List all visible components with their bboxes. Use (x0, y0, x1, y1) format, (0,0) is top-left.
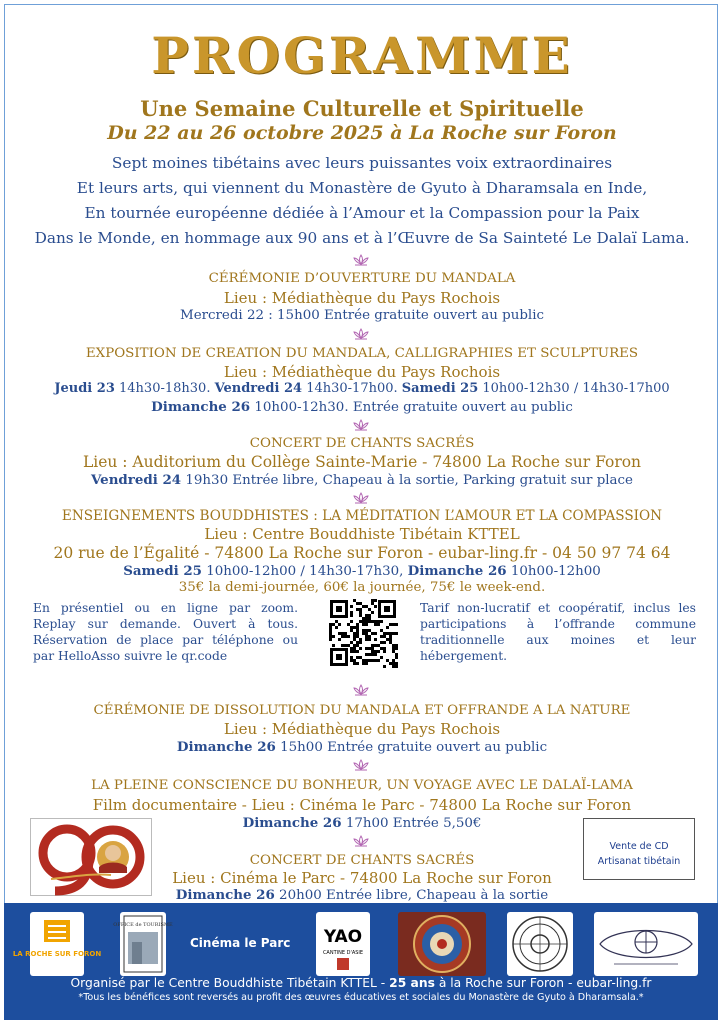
qr-module (392, 659, 395, 662)
yao-logo-subtext: CANTINE D'ASIE (322, 950, 364, 956)
qr-module (338, 623, 341, 626)
qr-module (350, 647, 353, 650)
qr-module (359, 602, 362, 605)
concert1-schedule (8, 471, 716, 490)
qr-module (329, 623, 332, 626)
qr-module (356, 644, 359, 647)
qr-module (356, 656, 359, 659)
intro-line-4: Dans le Monde, en hommage aux 90 ans et à l’Œuvre de Sa Sainteté Le Dalaï Lama. (34, 229, 690, 247)
qr-module (368, 659, 371, 662)
qr-module (386, 638, 389, 641)
qr-module (353, 644, 356, 647)
qr-module (329, 626, 332, 629)
qr-module (380, 620, 383, 623)
qr-module (389, 638, 392, 641)
opening-title: CÉRÉMONIE D’OUVERTURE DU MANDALA (208, 271, 516, 286)
dissolution-schedule (8, 738, 716, 757)
qr-module (392, 623, 395, 626)
qr-module (371, 650, 374, 653)
qr-module (344, 632, 347, 635)
qr-module (380, 635, 383, 638)
qr-module (377, 623, 380, 626)
qr-module (368, 647, 371, 650)
concert1-title: CONCERT DE CHANTS SACRÉS (249, 436, 475, 451)
qr-module (365, 659, 368, 662)
qr-module (395, 665, 398, 668)
qr-module (368, 617, 371, 620)
qr-module (374, 620, 377, 623)
qr-module (350, 620, 353, 623)
qr-module (371, 620, 374, 623)
qr-module (395, 623, 398, 626)
qr-module (392, 650, 395, 653)
dissolution-details: 15h00 Entrée gratuite ouvert au public (275, 740, 548, 755)
qr-module (350, 656, 353, 659)
exhibition-time-1: 14h30-18h30. (114, 381, 215, 396)
qr-module (371, 602, 374, 605)
opening-location: Lieu : Médiathèque du Pays Rochois (223, 289, 501, 307)
qr-module (341, 632, 344, 635)
concert1-details: 19h30 Entrée libre, Chapeau à la sortie, Parking gratuit sur place (181, 473, 633, 488)
mandala-logo (398, 912, 486, 976)
qr-module (350, 650, 353, 653)
qr-module (395, 647, 398, 650)
dissolution-day: Dimanche 26 (176, 739, 276, 755)
qr-module (395, 644, 398, 647)
qr-module (362, 605, 365, 608)
qr-module (356, 623, 359, 626)
qr-module (371, 632, 374, 635)
qr-module (392, 662, 395, 665)
intro-line-2: Et leurs arts, qui viennent du Monastère de Gyuto à Dharamsala en Inde, (76, 179, 648, 197)
qr-module (362, 623, 365, 626)
concert2-location: Lieu : Cinéma le Parc - 74800 La Roche sur Foron (172, 869, 552, 887)
dissolution-location: Lieu : Médiathèque du Pays Rochois (223, 720, 501, 738)
roche-logo-text: LA ROCHE SUR FORON (12, 950, 102, 958)
qr-module (359, 620, 362, 623)
qr-module (365, 635, 368, 638)
concert1-day: Vendredi 24 (91, 472, 182, 488)
qr-module (338, 638, 341, 641)
exhibition-location: Lieu : Médiathèque du Pays Rochois (223, 363, 501, 381)
qr-module (347, 644, 350, 647)
exhibition-time-3: 10h00-12h30 / 14h30-17h00 (478, 381, 670, 396)
qr-module (350, 629, 353, 632)
qr-module (374, 599, 377, 602)
qr-module (335, 626, 338, 629)
qr-module (359, 611, 362, 614)
qr-module (350, 659, 353, 662)
qr-module (395, 653, 398, 656)
qr-module (362, 617, 365, 620)
teachings-title: ENSEIGNEMENTS BOUDDHISTES : LA MÉDITATION L’AMOUR ET LA COMPASSION (61, 508, 663, 524)
qr-module (386, 659, 389, 662)
film-location: Film documentaire - Lieu : Cinéma le Parc - 74800 La Roche sur Foron (92, 796, 632, 814)
exhibition-day-3: Samedi 25 (401, 381, 479, 396)
intro-line-1: Sept moines tibétains avec leurs puissantes voix extraordinaires (111, 154, 613, 172)
roche-logo (12, 912, 102, 976)
footer-organizer-a: Organisé par le Centre Bouddhiste Tibétain KTTEL - (70, 976, 390, 990)
qr-module (362, 659, 365, 662)
qr-module (362, 620, 365, 623)
qr-module (359, 647, 362, 650)
exhibition-title: EXPOSITION DE CREATION DU MANDALA, CALLIGRAPHIES ET SCULPTURES (85, 346, 639, 361)
qr-module (338, 632, 341, 635)
qr-module (389, 635, 392, 638)
qr-module (332, 623, 335, 626)
qr-module (359, 614, 362, 617)
qr-module (356, 632, 359, 635)
qr-module (353, 632, 356, 635)
qr-module (362, 662, 365, 665)
qr-module (359, 641, 362, 644)
qr-module (383, 665, 386, 668)
qr-module (356, 608, 359, 611)
helloasso-qr-code[interactable] (328, 598, 398, 668)
page-title: PROGRAMME (151, 26, 573, 85)
qr-module (380, 641, 383, 644)
qr-module (386, 632, 389, 635)
qr-module (392, 632, 395, 635)
qr-module (368, 629, 371, 632)
qr-module (365, 620, 368, 623)
qr-module (365, 632, 368, 635)
qr-module (371, 611, 374, 614)
teachings-right-text: Tarif non-lucratif et coopératif, inclus les participations à l’offrande commune traditionnelle aux moines et leur hébergement. (420, 601, 696, 663)
film-details: 17h00 Entrée 5,50€ (341, 816, 482, 831)
qr-module (368, 635, 371, 638)
footer-anniversary: 25 ans (389, 976, 435, 990)
qr-module (380, 629, 383, 632)
footer-organizer (4, 975, 718, 991)
exhibition-schedule-2 (8, 398, 716, 417)
qr-module (353, 662, 356, 665)
qr-module (350, 641, 353, 644)
qr-module (365, 629, 368, 632)
qr-module (365, 662, 368, 665)
qr-module (365, 617, 368, 620)
exhibition-time-2: 14h30-17h00. (302, 381, 402, 396)
qr-module (389, 623, 392, 626)
qr-module (350, 614, 353, 617)
qr-module (353, 650, 356, 653)
opening-schedule: Mercredi 22 : 15h00 Entrée gratuite ouvert au public (180, 308, 544, 323)
qr-module (368, 614, 371, 617)
page-subtitle: Une Semaine Culturelle et Spirituelle (140, 96, 584, 121)
qr-module (347, 635, 350, 638)
teachings-prices: 35€ la demi-journée, 60€ la journée, 75€ le week-end. (178, 580, 546, 595)
qr-module (371, 644, 374, 647)
film-day: Dimanche 26 (242, 815, 342, 831)
qr-module (353, 626, 356, 629)
cinema-logo-text: Cinéma le Parc (190, 936, 291, 950)
teachings-day-2: Dimanche 26 (407, 563, 507, 579)
qr-module (368, 638, 371, 641)
qr-module (329, 635, 332, 638)
qr-module (332, 644, 335, 647)
teachings-left-text: En présentiel ou en ligne par zoom. Replay sur demande. Ouvert à tous. Réservation de place par téléphone ou par HelloAsso suivre le qr.code (33, 601, 298, 663)
lotus-icon (353, 492, 369, 504)
concert1-location: Lieu : Auditorium du Collège Sainte-Marie - 74800 La Roche sur Foron (82, 453, 642, 471)
qr-module (341, 635, 344, 638)
qr-module (350, 611, 353, 614)
tourism-office-text: OFFICE de TOURISME (113, 922, 173, 928)
qr-module (386, 626, 389, 629)
qr-module (362, 629, 365, 632)
qr-module (380, 647, 383, 650)
qr-module (395, 632, 398, 635)
teachings-time-2: 10h00-12h00 (506, 564, 601, 579)
cd-sale-box (583, 818, 695, 880)
concert2-title: CONCERT DE CHANTS SACRÉS (249, 853, 475, 868)
qr-module (356, 635, 359, 638)
qr-module (371, 647, 374, 650)
qr-module (383, 635, 386, 638)
qr-module (356, 650, 359, 653)
qr-module (329, 638, 332, 641)
qr-module (395, 656, 398, 659)
exhibition-day-1: Jeudi 23 (54, 381, 115, 396)
qr-module (374, 659, 377, 662)
qr-module (383, 650, 386, 653)
qr-module (374, 644, 377, 647)
tourism-office-logo (113, 912, 173, 976)
dalai-lama-90-logo (30, 818, 152, 896)
film-title: LA PLEINE CONSCIENCE DU BONHEUR, UN VOYAGE AVEC LE DALAÏ-LAMA (91, 778, 633, 793)
qr-module (374, 638, 377, 641)
qr-module (329, 629, 332, 632)
seal-logo (507, 912, 573, 976)
qr-module (389, 662, 392, 665)
qr-module (374, 605, 377, 608)
teachings-day-1: Samedi 25 (123, 563, 202, 579)
qr-module (365, 614, 368, 617)
cd-sale-label: Vente de CD (609, 841, 669, 852)
qr-module (374, 653, 377, 656)
lotus-icon (353, 684, 369, 696)
qr-module (356, 602, 359, 605)
qr-module (389, 632, 392, 635)
qr-module (344, 644, 347, 647)
qr-module (356, 641, 359, 644)
qr-module (383, 632, 386, 635)
qr-module (350, 605, 353, 608)
qr-module (365, 623, 368, 626)
qr-module (371, 599, 374, 602)
qr-module (374, 632, 377, 635)
concert2-details: 20h00 Entrée libre, Chapeau à la sortie (274, 888, 549, 903)
qr-module (377, 650, 380, 653)
qr-module (353, 638, 356, 641)
qr-module (392, 647, 395, 650)
qr-module (353, 659, 356, 662)
qr-module (395, 662, 398, 665)
qr-module (377, 620, 380, 623)
qr-module (392, 644, 395, 647)
lotus-icon (353, 759, 369, 771)
exhibition-day-2: Vendredi 24 (214, 381, 303, 396)
qr-module (383, 647, 386, 650)
teachings-address: 20 rue de l’Égalité - 74800 La Roche sur Foron - eubar-ling.fr - 04 50 97 74 64 (53, 544, 671, 562)
teachings-time-1: 10h00-12h00 / 14h30-17h30, (201, 564, 408, 579)
qr-module (356, 662, 359, 665)
qr-module (365, 605, 368, 608)
yao-logo-text: YAO (323, 927, 363, 947)
teachings-location: Lieu : Centre Bouddhiste Tibétain KTTEL (204, 525, 520, 543)
qr-module (356, 629, 359, 632)
kttel-logo (594, 912, 698, 976)
qr-module (362, 632, 365, 635)
event-dates: Du 22 au 26 octobre 2025 à La Roche sur Foron (107, 122, 617, 144)
qr-module (359, 608, 362, 611)
lotus-icon (353, 835, 369, 847)
crafts-label: Artisanat tibétain (597, 856, 681, 867)
qr-module (353, 635, 356, 638)
exhibition-day-4: Dimanche 26 (151, 399, 251, 415)
qr-module (353, 599, 356, 602)
qr-module (374, 650, 377, 653)
exhibition-schedule-1 (8, 380, 716, 398)
qr-module (344, 635, 347, 638)
qr-module (368, 653, 371, 656)
qr-module (392, 665, 395, 668)
intro-line-3: En tournée européenne dédiée à l’Amour et la Compassion pour la Paix (84, 204, 640, 222)
exhibition-time-4: 10h00-12h30. Entrée gratuite ouvert au public (250, 400, 573, 415)
qr-module (368, 608, 371, 611)
footer-disclaimer: *Tous les bénéfices sont reversés au profit des œuvres éducatives et sociales du Monastère de Gyuto à Dharamsala.* (78, 992, 644, 1003)
qr-module (377, 644, 380, 647)
qr-module (359, 656, 362, 659)
dissolution-title: CÉRÉMONIE DE DISSOLUTION DU MANDALA ET OFFRANDE A LA NATURE (93, 703, 631, 718)
qr-module (341, 644, 344, 647)
qr-module (389, 641, 392, 644)
lotus-icon (353, 328, 369, 340)
qr-module (332, 635, 335, 638)
qr-module (356, 626, 359, 629)
qr-module (371, 653, 374, 656)
qr-module (359, 638, 362, 641)
qr-module (365, 653, 368, 656)
qr-module (335, 620, 338, 623)
qr-module (380, 656, 383, 659)
footer-organizer-c: à la Roche sur Foron - eubar-ling.fr (434, 976, 652, 990)
qr-module (371, 659, 374, 662)
qr-module (374, 623, 377, 626)
lotus-icon (353, 419, 369, 431)
yao-logo (316, 912, 370, 976)
cinema-logo (188, 931, 291, 953)
qr-module (383, 641, 386, 644)
qr-module (365, 638, 368, 641)
qr-module (350, 626, 353, 629)
qr-module (368, 620, 371, 623)
qr-module (329, 632, 332, 635)
qr-module (347, 623, 350, 626)
concert2-day: Dimanche 26 (175, 887, 275, 903)
qr-module (377, 659, 380, 662)
lotus-icon (353, 254, 369, 266)
qr-module (365, 647, 368, 650)
qr-module (353, 647, 356, 650)
